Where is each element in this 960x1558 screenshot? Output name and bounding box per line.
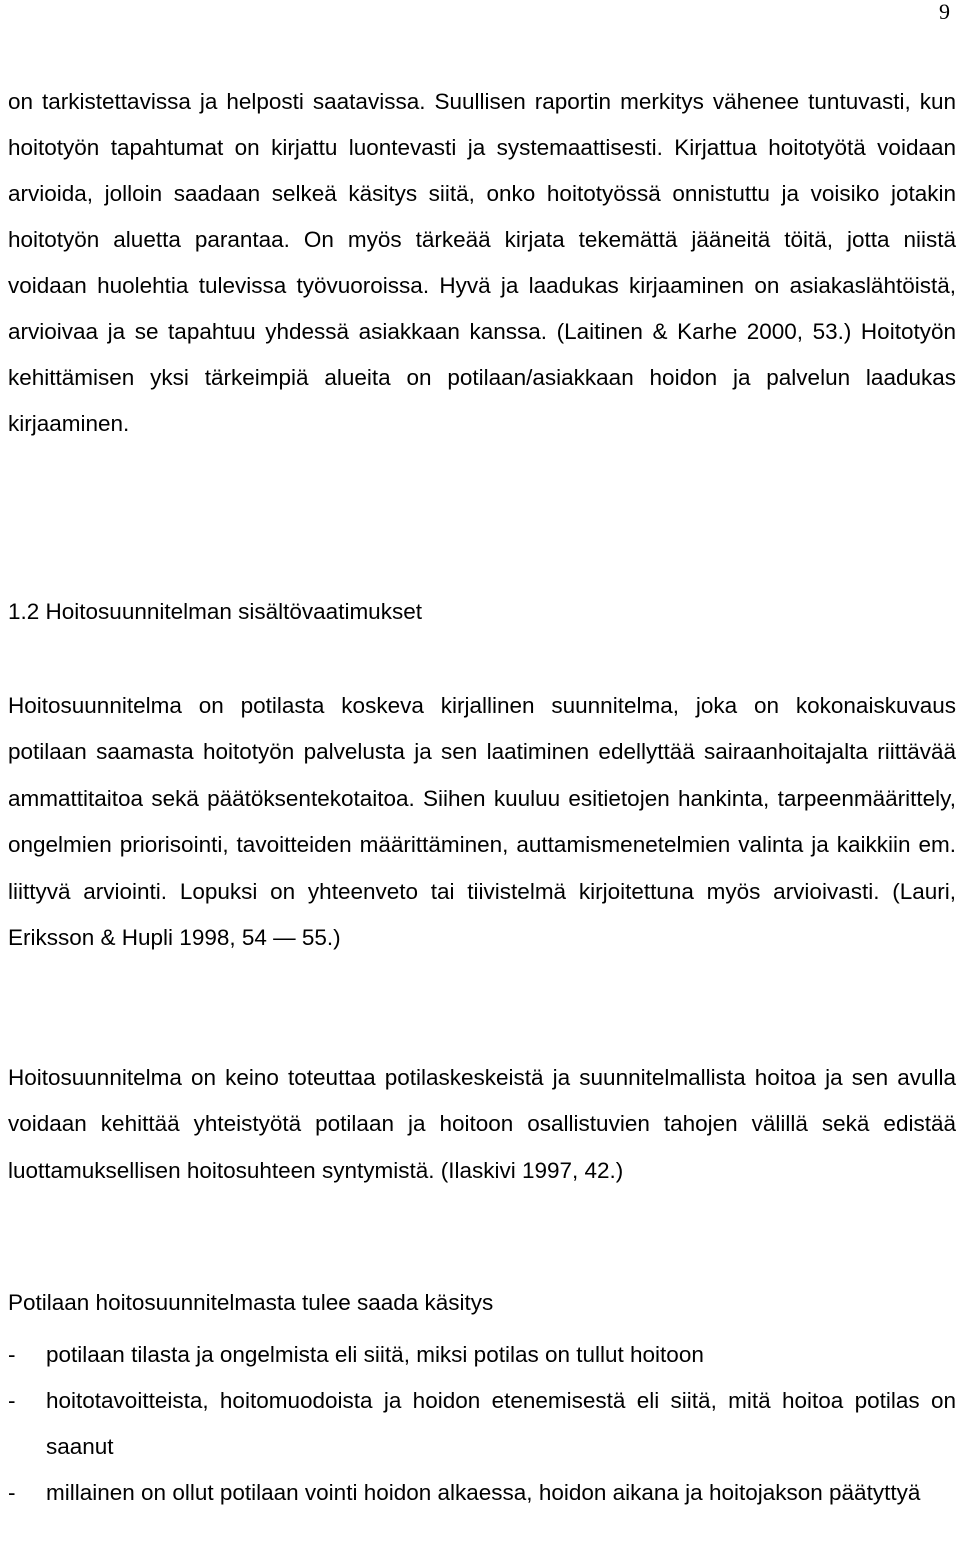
dash-list <box>8 1332 956 1516</box>
dash-marker: - <box>8 1480 16 1505</box>
list-item-text: hoitotavoitteista, hoitomuodoista ja hoidon etenemisestä eli siitä, mitä hoitoa potilas on saanut <box>46 1388 956 1459</box>
list-item-text: millainen on ollut potilaan vointi hoidon alkaessa, hoidon aikana ja hoitojakson päätyttyä <box>46 1480 921 1505</box>
dash-marker: - <box>8 1342 16 1367</box>
paragraph-2: Hoitosuunnitelma on potilasta koskeva kirjallinen suunnitelma, joka on kokonaiskuvaus potilaan saamasta hoitotyön palvelusta ja sen laatiminen edellyttää sairaanhoitajalta riittävää ammattitaitoa sekä päätöksentekotaitoa. Siihen kuuluu esitietojen hankinta, tarpeenmäärittely, ongelmien priorisointi, tavoitteiden määrittäminen, auttamismenetelmien valinta ja kaikkiin em. liittyvä arviointi. Lopuksi on yhteenveto tai tiivistelmä kirjoitettuna myös arvioivasti. (Lauri, Eriksson & Hupli 1998, 54 — 55.) <box>8 693 956 951</box>
section-heading: 1.2 Hoitosuunnitelman sisältövaatimukset <box>8 599 422 624</box>
list-item <box>8 1470 956 1516</box>
list-intro: Potilaan hoitosuunnitelmasta tulee saada käsitys <box>8 1290 494 1315</box>
list-item <box>8 1332 956 1378</box>
paragraph-3: Hoitosuunnitelma on keino toteuttaa potilaskeskeistä ja suunnitelmallista hoitoa ja sen avulla voidaan kehittää yhteistyötä potilaan ja hoitoon osallistuvien tahojen välillä sekä edistää luottamuksellisen hoitosuhteen syntymistä. (Ilaskivi 1997, 42.) <box>8 1065 956 1183</box>
list-item-text: potilaan tilasta ja ongelmista eli siitä, miksi potilas on tullut hoitoon <box>46 1342 704 1367</box>
page-number: 9 <box>939 0 950 24</box>
dash-marker: - <box>8 1388 16 1413</box>
paragraph-1: on tarkistettavissa ja helposti saatavissa. Suullisen raportin merkitys vähenee tuntuvasti, kun hoitotyön tapahtumat on kirjattu luontevasti ja systemaattisesti. Kirjattua hoitotyötä voidaan arvioida, jolloin saadaan selkeä käsitys siitä, onko hoitotyössä onnistuttu ja voisiko jotakin hoitotyön aluetta parantaa. On myös tärkeää kirjata tekemättä jääneitä töitä, jotta niistä voidaan huolehtia tulevissa työvuoroissa. Hyvä ja laadukas kirjaaminen on asiakaslähtöistä, arvioivaa ja se tapahtuu yhdessä asiakkaan kanssa. (Laitinen & Karhe 2000, 53.) Hoitotyön kehittämisen yksi tärkeimpiä alueita on potilaan/asiakkaan hoidon ja palvelun laadukas kirjaaminen. <box>8 89 956 436</box>
list-item <box>8 1378 956 1470</box>
